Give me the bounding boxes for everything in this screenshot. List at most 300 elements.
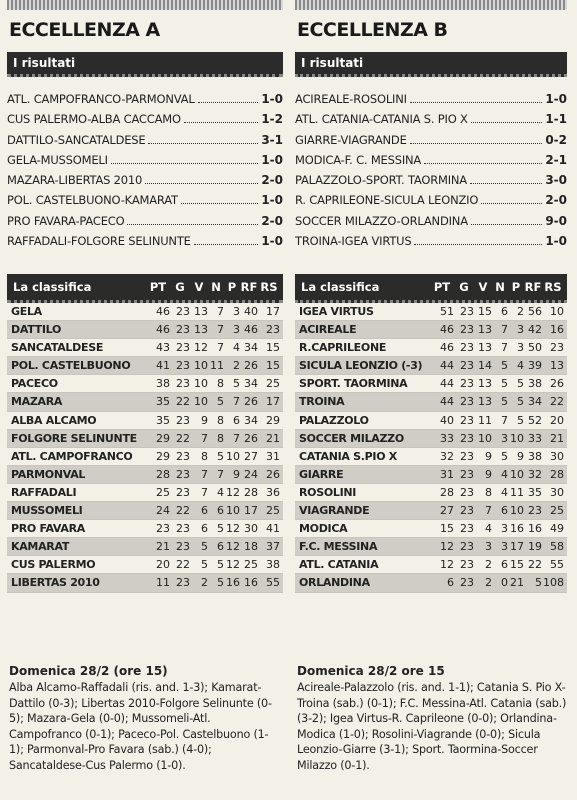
- stat-rs: 25: [266, 377, 280, 391]
- stat-pt: 12: [440, 558, 454, 572]
- dot-leader: [127, 224, 258, 225]
- team-name: ORLANDINA: [299, 576, 370, 590]
- team-stats: [146, 430, 283, 447]
- team-stats: [430, 339, 567, 356]
- team-stats: [430, 393, 567, 410]
- stat-n: 5: [217, 522, 224, 536]
- stat-rs: 17: [266, 305, 280, 318]
- dot-leader: [194, 244, 259, 245]
- standings-row: [7, 303, 283, 321]
- stat-v: 9: [485, 467, 492, 481]
- stat-g: 23: [460, 377, 474, 391]
- stat-p: 3: [517, 323, 524, 337]
- league-column-b: [295, 0, 567, 772]
- stat-n: 5: [501, 395, 508, 409]
- stat-g: 23: [460, 359, 474, 373]
- stat-rf: 33: [528, 431, 542, 445]
- stat-n: 7: [217, 323, 224, 337]
- stat-p: 12: [226, 485, 240, 499]
- stat-n: 8: [217, 431, 224, 445]
- stat-rf: 50: [528, 341, 542, 355]
- stat-pt: 31: [440, 467, 454, 481]
- result-row: [7, 190, 283, 210]
- match-name: ACIREALE-ROSOLINI: [295, 92, 407, 106]
- stat-v: 7: [201, 467, 208, 481]
- stat-v: 10: [194, 377, 208, 391]
- match-name: PRO FAVARA-PACECO: [7, 213, 125, 228]
- stat-n: 6: [217, 504, 224, 518]
- stat-v: 2: [201, 576, 208, 590]
- stat-p: 10: [226, 504, 240, 518]
- stat-pt: 23: [156, 522, 170, 536]
- league-title: ECCELLENZA B: [297, 19, 448, 41]
- match-name: ATL. CATANIA-CATANIA S. PIO X: [295, 112, 468, 127]
- stat-g: 22: [176, 558, 190, 572]
- result-row: [295, 89, 567, 109]
- stat-v: 12: [194, 341, 208, 355]
- stat-n: 5: [217, 395, 224, 409]
- league-column-a: [7, 0, 283, 772]
- stat-pt: 28: [156, 467, 170, 481]
- stat-p: 5: [517, 395, 524, 409]
- team-stats: [146, 538, 283, 555]
- team-stats: [430, 430, 567, 447]
- standings-row: [295, 393, 567, 411]
- stat-v: 7: [485, 504, 492, 518]
- stat-pt: 29: [156, 431, 170, 445]
- result-row: [295, 190, 567, 210]
- stat-v: 6: [201, 522, 208, 536]
- stat-rf: 30: [244, 522, 258, 536]
- dot-leader: [414, 244, 542, 245]
- team-name: PALAZZOLO: [299, 413, 369, 427]
- team-stats: [430, 502, 567, 519]
- column-header-rs: RS: [544, 280, 562, 294]
- stat-v: 9: [485, 449, 492, 463]
- stat-rs: 26: [266, 467, 280, 481]
- stat-pt: 46: [440, 323, 454, 337]
- stat-v: 2: [485, 576, 492, 590]
- result-row: [295, 211, 567, 231]
- stat-rs: 17: [266, 395, 280, 409]
- team-name: VIAGRANDE: [299, 504, 370, 518]
- team-name: PACECO: [11, 377, 58, 391]
- team-stats: [146, 574, 283, 591]
- result-row: [7, 89, 283, 109]
- match-name: DATTILO-SANCATALDESE: [7, 132, 146, 147]
- dot-leader: [471, 224, 542, 225]
- stat-g: 23: [176, 576, 190, 590]
- stat-v: 13: [478, 323, 492, 337]
- team-name: GELA: [11, 305, 42, 318]
- standings-title: La classifica: [13, 280, 92, 294]
- team-stats: [430, 466, 567, 483]
- stat-pt: 44: [440, 377, 454, 391]
- standings-row: [295, 556, 567, 574]
- stat-rf: 32: [528, 467, 542, 481]
- team-stats: [146, 448, 283, 465]
- next-round: [7, 664, 283, 773]
- stat-p: 4: [517, 359, 524, 373]
- team-stats: [146, 375, 283, 392]
- column-header-g: G: [175, 280, 185, 294]
- stat-rf: 38: [528, 377, 542, 391]
- results-header: I risultati: [295, 52, 567, 77]
- stat-n: 7: [217, 467, 224, 481]
- next-round-fixtures: Alba Alcamo-Raffadali (ris. and. 1-3); Kamarat-Dattilo (0-3); Libertas 2010-Folgore Selinunte (0-5); Mazara-Gela (0-0); Mussomeli-Atl. Campofranco (0-1); Paceco-Pol. Castelbuono (1-1); Parmonval-Pro Favara (sab.) (4-0); Sancataldese-Cus Palermo (1-0).: [9, 681, 272, 772]
- standings-row: [295, 303, 567, 321]
- match-score: 1-0: [261, 92, 283, 106]
- results-list: [295, 89, 567, 251]
- stat-rs: 21: [550, 431, 564, 445]
- team-stats: [146, 466, 283, 483]
- stat-g: 23: [176, 341, 190, 355]
- match-score: 1-0: [261, 193, 283, 208]
- stat-pt: 27: [440, 504, 454, 518]
- dot-leader: [471, 122, 543, 123]
- match-score: 1-2: [261, 112, 283, 127]
- stat-n: 7: [217, 341, 224, 355]
- stat-pt: 12: [440, 540, 454, 554]
- stat-g: 23: [460, 305, 474, 318]
- column-header-pt: PT: [433, 280, 451, 294]
- stat-pt: 35: [156, 395, 170, 409]
- stat-pt: 33: [440, 431, 454, 445]
- column-header-p: P: [227, 280, 237, 294]
- stat-rs: 41: [266, 522, 280, 536]
- stat-v: 8: [201, 449, 208, 463]
- standings-row: [7, 339, 283, 357]
- column-header-v: V: [478, 280, 488, 294]
- next-round-title: Domenica 28/2 (ore 15): [9, 664, 168, 678]
- stat-pt: 46: [156, 323, 170, 337]
- team-name: F.C. MESSINA: [299, 540, 378, 554]
- stat-g: 23: [460, 467, 474, 481]
- stat-n: 5: [217, 449, 224, 463]
- dot-leader: [424, 163, 542, 164]
- stat-rf: 35: [528, 485, 542, 499]
- stat-rs: 38: [266, 558, 280, 572]
- stat-pt: 15: [440, 522, 454, 536]
- standings-row: [295, 574, 567, 592]
- team-name: RAFFADALI: [11, 485, 77, 499]
- stat-v: 13: [478, 341, 492, 355]
- stat-rs: 25: [266, 504, 280, 518]
- stat-rf: 16: [244, 576, 258, 590]
- standings-row: [295, 339, 567, 357]
- top-rule: [7, 0, 283, 10]
- stat-p: 2: [517, 305, 524, 318]
- match-score: 1-0: [545, 92, 567, 106]
- match-score: 2-1: [545, 152, 567, 167]
- standings-row: [7, 574, 283, 592]
- stat-rs: 37: [266, 540, 280, 554]
- match-score: 2-0: [545, 193, 567, 208]
- stat-rs: 55: [266, 576, 280, 590]
- team-name: SANCATALDESE: [11, 341, 104, 355]
- stat-rf: 27: [244, 449, 258, 463]
- stat-rf: 38: [528, 449, 542, 463]
- stat-n: 5: [501, 359, 508, 373]
- stat-rf: 39: [528, 359, 542, 373]
- stat-rf: 16: [528, 522, 542, 536]
- dot-leader: [148, 143, 258, 144]
- stat-rf: 26: [244, 395, 258, 409]
- stat-g: 23: [460, 540, 474, 554]
- standings-row: [7, 484, 283, 502]
- stat-n: 5: [217, 558, 224, 572]
- stat-g: 23: [460, 558, 474, 572]
- team-name: TROINA: [299, 395, 345, 409]
- stat-g: 23: [176, 485, 190, 499]
- standings-row: [7, 412, 283, 430]
- stat-v: 10: [194, 359, 208, 373]
- team-stats: [430, 375, 567, 392]
- stat-v: 4: [485, 522, 492, 536]
- match-name: RAFFADALI-FOLGORE SELINUNTE: [7, 234, 191, 249]
- column-header-n: N: [211, 280, 221, 294]
- standings-row: [295, 357, 567, 375]
- team-name: ACIREALE: [299, 323, 357, 337]
- stat-n: 6: [501, 558, 508, 572]
- stat-rs: 30: [550, 485, 564, 499]
- stat-p: 6: [233, 413, 240, 427]
- stat-rf: 34: [244, 341, 258, 355]
- stat-v: 13: [478, 395, 492, 409]
- stat-pt: 51: [440, 305, 454, 318]
- standings-row: [7, 375, 283, 393]
- next-round-title: Domenica 28/2 ore 15: [297, 664, 445, 678]
- result-row: [7, 130, 283, 150]
- team-stats: [146, 321, 283, 338]
- match-name: TROINA-IGEA VIRTUS: [295, 234, 412, 249]
- team-stats: [430, 321, 567, 338]
- stat-rs: 16: [550, 323, 564, 337]
- stat-n: 5: [501, 377, 508, 391]
- result-row: [7, 150, 283, 170]
- stat-pt: 44: [440, 359, 454, 373]
- column-header-rf: RF: [240, 280, 258, 294]
- stat-pt: 41: [156, 359, 170, 373]
- stat-pt: 21: [156, 540, 170, 554]
- stat-pt: 40: [440, 413, 454, 427]
- stat-n: 6: [217, 540, 224, 554]
- team-name: MUSSOMELI: [11, 504, 83, 518]
- stat-rf: 56: [528, 305, 542, 318]
- stat-p: 15: [510, 558, 524, 572]
- match-name: SOCCER MILAZZO-ORLANDINA: [295, 213, 468, 228]
- stat-g: 23: [460, 431, 474, 445]
- stat-n: 5: [501, 449, 508, 463]
- stat-g: 23: [460, 413, 474, 427]
- stat-p: 3: [233, 323, 240, 337]
- stat-p: 5: [233, 377, 240, 391]
- standings-row: [7, 357, 283, 375]
- stat-rs: 23: [550, 341, 564, 355]
- stat-rs: 29: [266, 413, 280, 427]
- stat-g: 23: [460, 522, 474, 536]
- match-score: 1-0: [545, 234, 567, 249]
- team-name: CUS PALERMO: [11, 558, 96, 572]
- team-name: KAMARAT: [11, 540, 70, 554]
- team-name: ROSOLINI: [299, 485, 357, 499]
- stat-rs: 21: [266, 431, 280, 445]
- team-name: MAZARA: [11, 395, 63, 409]
- standings-row: [295, 538, 567, 556]
- dot-leader: [481, 203, 542, 204]
- stat-g: 23: [176, 377, 190, 391]
- results-list: [7, 89, 283, 251]
- match-score: 3-1: [261, 132, 283, 147]
- team-stats: [146, 412, 283, 429]
- stat-v: 13: [478, 377, 492, 391]
- stat-p: 2: [233, 359, 240, 373]
- team-stats: [430, 357, 567, 374]
- stat-v: 10: [478, 431, 492, 445]
- column-header-pt: PT: [149, 280, 167, 294]
- stat-g: 23: [176, 522, 190, 536]
- stat-v: 8: [485, 485, 492, 499]
- stat-rs: 20: [550, 413, 564, 427]
- stat-v: 10: [194, 395, 208, 409]
- stat-p: 5: [517, 413, 524, 427]
- stat-p: 17: [510, 540, 524, 554]
- standings-row: [7, 502, 283, 520]
- stat-p: 10: [510, 467, 524, 481]
- stat-n: 6: [501, 504, 508, 518]
- stat-rf: 26: [244, 359, 258, 373]
- standings-row: [295, 520, 567, 538]
- stat-pt: 24: [156, 504, 170, 518]
- team-stats: [430, 556, 567, 573]
- team-stats: [430, 448, 567, 465]
- team-stats: [146, 502, 283, 519]
- stat-p: 7: [233, 395, 240, 409]
- team-stats: [146, 556, 283, 573]
- stat-g: 23: [460, 395, 474, 409]
- team-stats: [146, 484, 283, 501]
- stat-pt: 25: [156, 485, 170, 499]
- column-header-rs: RS: [260, 280, 278, 294]
- stat-rs: 31: [266, 449, 280, 463]
- stat-p: 21: [510, 576, 524, 590]
- match-score: 2-0: [261, 213, 283, 228]
- stat-g: 23: [460, 485, 474, 499]
- standings-row: [295, 412, 567, 430]
- match-score: 1-0: [261, 234, 283, 249]
- team-name: R.CAPRILEONE: [299, 341, 387, 355]
- stat-n: 3: [501, 431, 508, 445]
- stat-rf: 34: [244, 413, 258, 427]
- stat-rs: 28: [550, 467, 564, 481]
- team-name: IGEA VIRTUS: [299, 305, 374, 318]
- team-name: PRO FAVARA: [11, 522, 85, 536]
- stat-n: 7: [217, 305, 224, 318]
- stat-pt: 20: [156, 558, 170, 572]
- stat-n: 3: [501, 540, 508, 554]
- stat-rf: 24: [244, 467, 258, 481]
- stat-rs: 49: [550, 522, 564, 536]
- team-name: SICULA LEONZIO (-3): [299, 359, 423, 373]
- standings-row: [295, 502, 567, 520]
- column-header-v: V: [194, 280, 204, 294]
- standings-header: [295, 274, 567, 303]
- stat-v: 14: [478, 359, 492, 373]
- result-row: [7, 109, 283, 129]
- team-name: CATANIA S.PIO X: [299, 449, 397, 463]
- stat-rs: 22: [550, 395, 564, 409]
- stat-g: 23: [176, 359, 190, 373]
- column-header-g: G: [459, 280, 469, 294]
- team-name: POL. CASTELBUONO: [11, 359, 131, 373]
- match-name: R. CAPRILEONE-SICULA LEONZIO: [295, 193, 479, 208]
- team-name: SPORT. TAORMINA: [299, 377, 408, 391]
- stat-rs: 26: [550, 377, 564, 391]
- match-score: 3-0: [545, 173, 567, 188]
- stat-v: 5: [201, 558, 208, 572]
- stat-rs: 58: [550, 540, 564, 554]
- team-stats: [430, 574, 567, 591]
- stat-v: 9: [201, 413, 208, 427]
- match-name: ATL. CAMPOFRANCO-PARMONVAL: [7, 92, 195, 106]
- match-name: MODICA-F. C. MESSINA: [295, 152, 422, 167]
- standings-row: [295, 448, 567, 466]
- stat-g: 23: [460, 323, 474, 337]
- results-header: I risultati: [7, 52, 283, 77]
- stat-rf: 19: [528, 540, 542, 554]
- stat-rf: 42: [528, 323, 542, 337]
- column-header-n: N: [495, 280, 505, 294]
- stat-p: 16: [226, 576, 240, 590]
- stat-rf: 34: [528, 395, 542, 409]
- stat-g: 22: [176, 431, 190, 445]
- stat-v: 3: [485, 540, 492, 554]
- stat-rf: 5: [535, 576, 542, 590]
- team-stats: [430, 484, 567, 501]
- stat-g: 23: [176, 323, 190, 337]
- standings-row: [295, 484, 567, 502]
- stat-rs: 10: [550, 305, 564, 318]
- team-stats: [146, 357, 283, 374]
- stat-p: 4: [233, 341, 240, 355]
- stat-rs: 13: [550, 359, 564, 373]
- stat-n: 7: [501, 341, 508, 355]
- stat-v: 6: [201, 504, 208, 518]
- stat-p: 16: [510, 522, 524, 536]
- team-name: ALBA ALCAMO: [11, 413, 97, 427]
- stat-v: 15: [478, 305, 492, 318]
- team-name: FOLGORE SELINUNTE: [11, 431, 137, 445]
- team-stats: [430, 412, 567, 429]
- match-name: CUS PALERMO-ALBA CACCAMO: [7, 112, 181, 127]
- stat-v: 11: [478, 413, 492, 427]
- dot-leader: [470, 183, 542, 184]
- stat-pt: 6: [447, 576, 454, 590]
- team-name: LIBERTAS 2010: [11, 576, 100, 590]
- stat-g: 23: [460, 449, 474, 463]
- match-name: GELA-MUSSOMELI: [7, 152, 108, 167]
- match-score: 1-1: [545, 112, 567, 127]
- stat-rf: 17: [244, 504, 258, 518]
- stat-p: 10: [510, 431, 524, 445]
- stat-pt: 44: [440, 395, 454, 409]
- stat-p: 7: [233, 431, 240, 445]
- stat-p: 3: [233, 305, 240, 318]
- stat-n: 4: [501, 467, 508, 481]
- stat-pt: 38: [156, 377, 170, 391]
- stat-pt: 46: [440, 341, 454, 355]
- result-row: [7, 170, 283, 190]
